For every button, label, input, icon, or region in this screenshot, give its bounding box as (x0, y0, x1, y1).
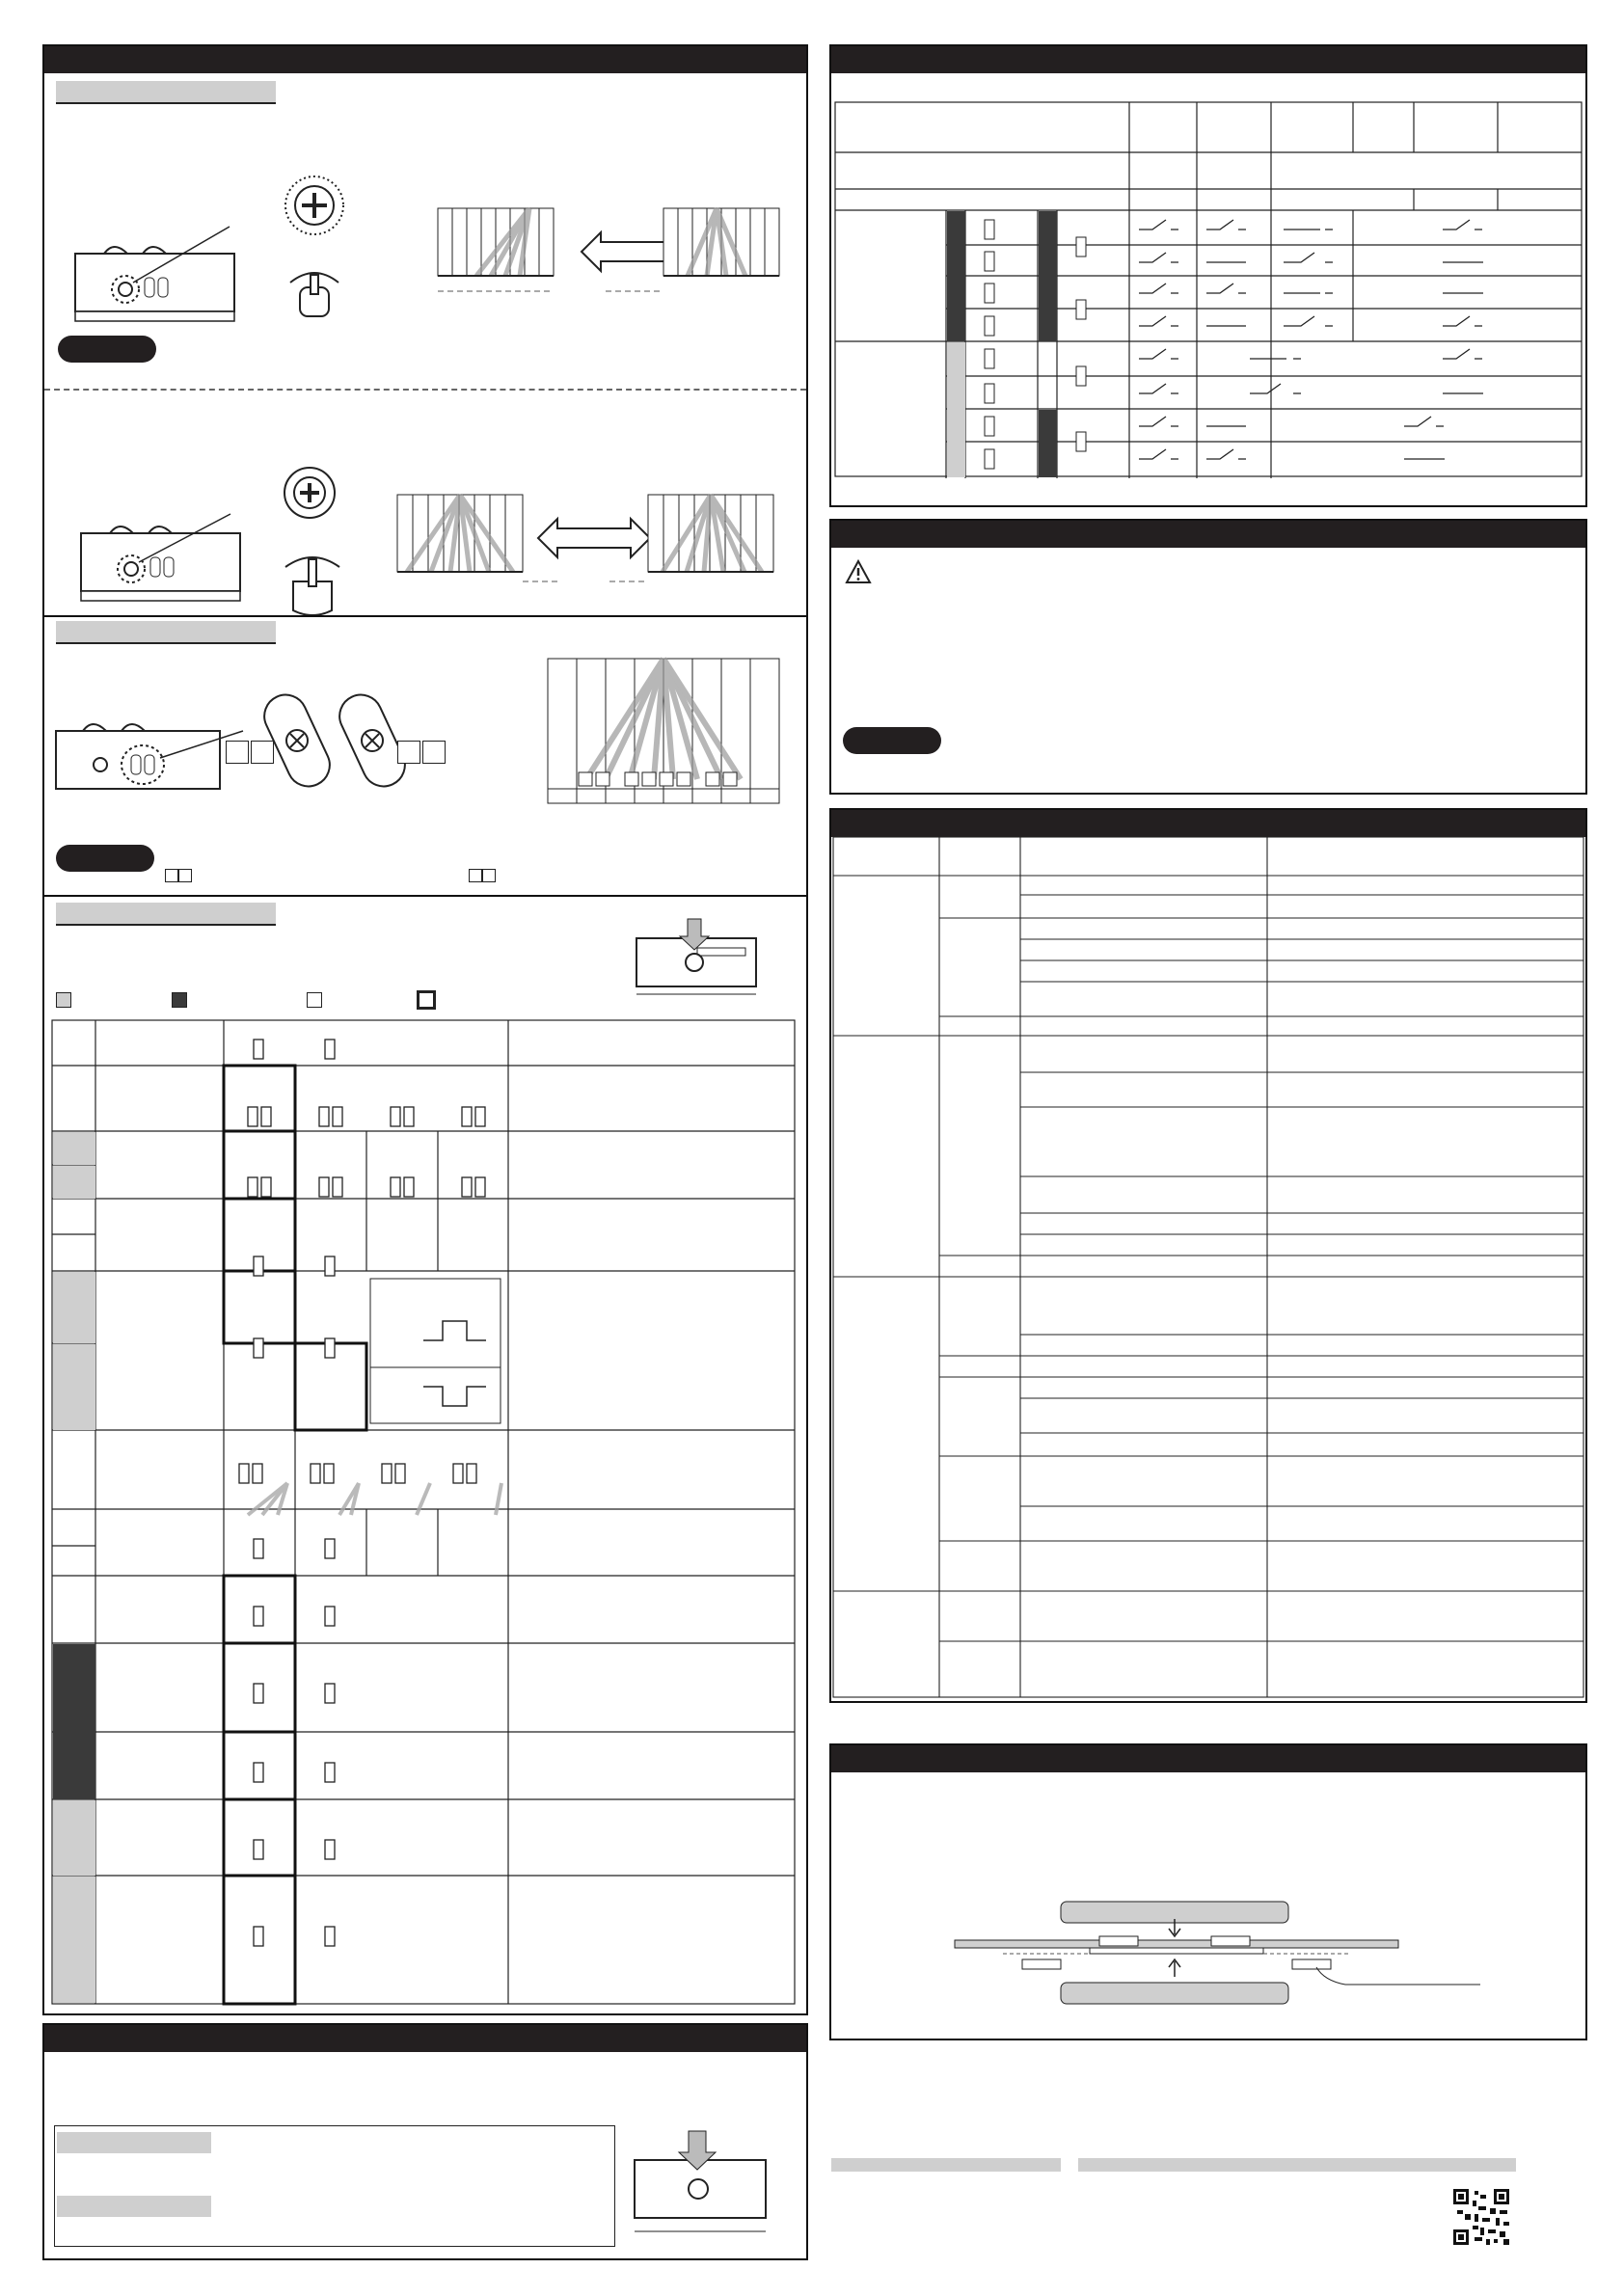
legend-light-swatch (56, 992, 71, 1008)
footer-bar-right (1078, 2158, 1516, 2172)
section-header-reset (44, 2025, 806, 2052)
divider (44, 389, 806, 391)
section-header-output (831, 46, 1585, 73)
output-table (835, 102, 1582, 478)
detection-pattern-before (438, 208, 554, 305)
switch-box (482, 869, 496, 882)
dip-switch-icons (50, 1018, 793, 1963)
installation-diagram (955, 1900, 1456, 2025)
sensor-unit-illustration-2 (71, 504, 274, 620)
section-header-caution (831, 521, 1585, 548)
note-badge (58, 336, 156, 363)
info-label-bar (57, 2132, 211, 2153)
unit-top-view-illustration (635, 919, 760, 1001)
angle-pattern-before (397, 495, 523, 601)
double-arrow-icon-2 (536, 514, 652, 562)
screwdriver-icon (276, 254, 353, 331)
switch-box (251, 741, 274, 764)
info-label-bar (57, 2196, 211, 2217)
switch-box (165, 869, 178, 882)
adjustment-knob-icon (276, 459, 343, 527)
specs-panel (829, 808, 1587, 1703)
caution-panel (829, 519, 1587, 795)
section-header-adjustment (44, 46, 806, 73)
angle-pattern-after (648, 495, 773, 601)
unit-top-view-illustration-2 (633, 2131, 768, 2247)
switch-box (422, 741, 446, 764)
sensor-unit-illustration (66, 215, 268, 340)
switch-box (226, 741, 249, 764)
reset-panel (42, 2023, 808, 2260)
section-header-installation (831, 1745, 1585, 1772)
subheading-mode-table (56, 903, 276, 926)
switch-box (397, 741, 420, 764)
switch-box (178, 869, 192, 882)
sensor-switch-illustration (54, 702, 247, 808)
detection-pattern-after (663, 208, 779, 305)
rotate-tool-icon (274, 538, 351, 625)
warning-triangle-icon (845, 559, 872, 584)
divider (44, 615, 806, 617)
legend-white-swatch (307, 992, 322, 1008)
subheading-area-adjust (56, 621, 276, 644)
area-detection-pattern (548, 659, 779, 808)
note-badge-3 (843, 727, 941, 754)
footer-bar-left (831, 2158, 1061, 2172)
legend-dark-swatch (172, 992, 187, 1008)
reset-info-box (54, 2125, 615, 2247)
adjustment-dial-icon (281, 172, 348, 239)
switch-box (469, 869, 482, 882)
specifications-table (833, 837, 1583, 1699)
output-panel (829, 44, 1587, 507)
installation-panel (829, 1743, 1587, 2040)
note-badge-2 (56, 845, 154, 872)
subheading-depth-adjust (56, 81, 276, 104)
section-header-specs (831, 810, 1585, 837)
qr-code-icon[interactable] (1451, 2187, 1511, 2247)
legend-bold-swatch (417, 990, 436, 1010)
divider (44, 895, 806, 897)
